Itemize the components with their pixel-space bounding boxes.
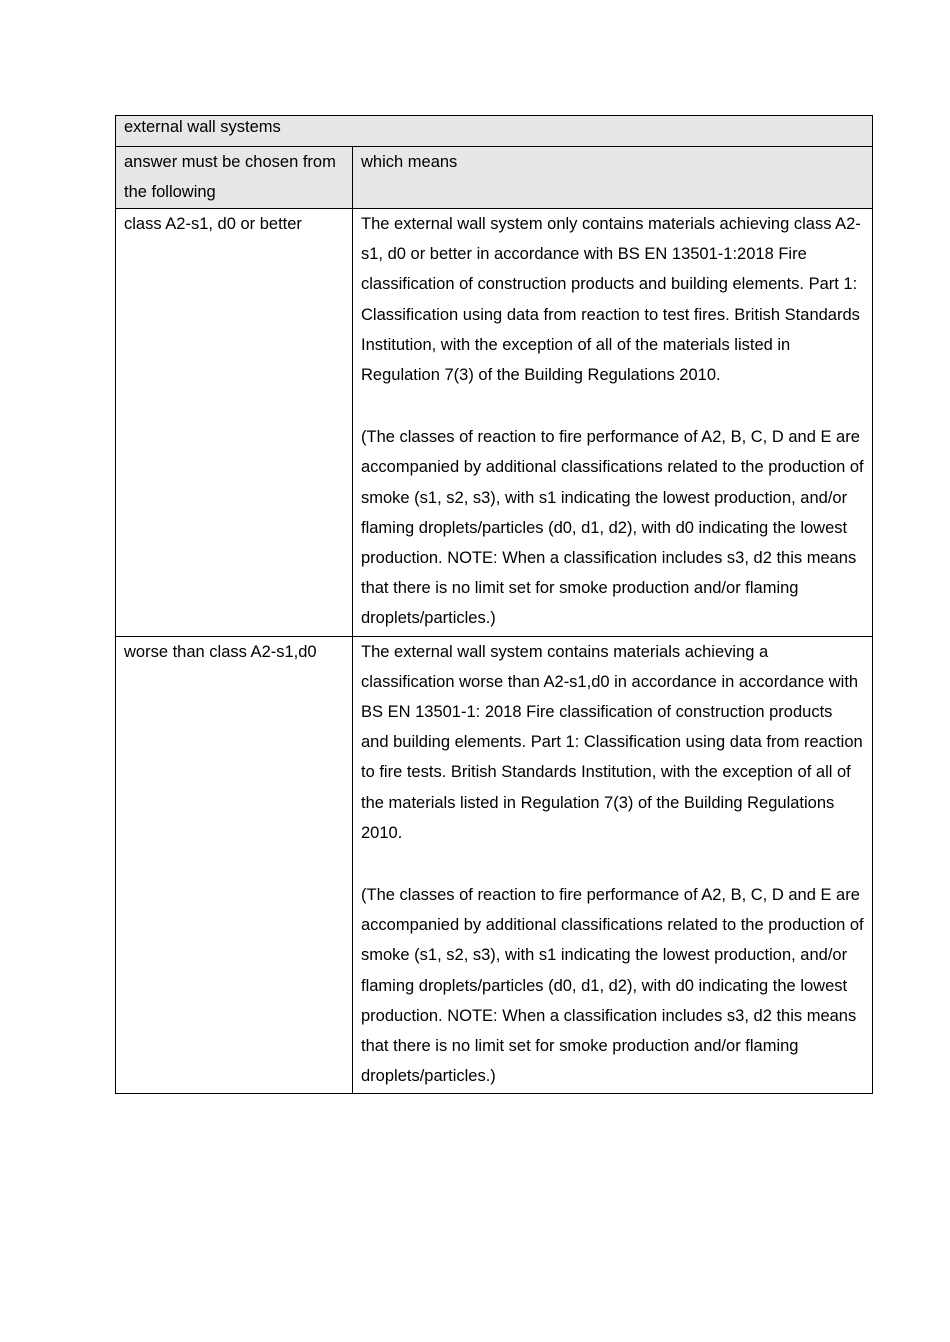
meaning-cell: [353, 209, 873, 637]
table-title: external wall systems: [116, 116, 873, 147]
table-row: [116, 636, 873, 1094]
option-cell: class A2-s1, d0 or better: [116, 209, 353, 637]
table-row: [116, 209, 873, 637]
meaning-paragraph: The external wall system only contains materials achieving class A2-s1, d0 or better in accordance with BS EN 13501-1:2018 Fire classification of construction products and building elements. Part 1: Classification using data from reaction to test fires. British Standards Institution, with the exception of all of the materials listed in Regulation 7(3) of the Building Regulations 2010.: [361, 215, 861, 385]
external-wall-systems-table: [115, 115, 873, 1094]
meaning-paragraph: The external wall system contains materials achieving a classification worse than A2-s1,d0 in accordance in accordance with BS EN 13501-1: 2018 Fire classification of construction products and building elements. Part 1: Classification using data from reaction to fire tests. British Standards Institution, with the exception of all of the materials listed in Regulation 7(3) of the Building Regulations 2010.: [361, 642, 863, 842]
classification-note-paragraph: (The classes of reaction to fire performance of A2, B, C, D and E are accompanied by additional classifications related to the production of smoke (s1, s2, s3), with s1 indicating the lowest production, and/or flaming droplets/particles (d0, d1, d2), with d0 indicating the lowest production. NOTE: When a classification includes s3, d2 this means that there is no limit set for smoke production and/or flaming droplets/particles.): [361, 428, 864, 628]
classification-note-paragraph: (The classes of reaction to fire performance of A2, B, C, D and E are accompanied by additional classifications related to the production of smoke (s1, s2, s3), with s1 indicating the lowest production, and/or flaming droplets/particles (d0, d1, d2), with d0 indicating the lowest production. NOTE: When a classification includes s3, d2 this means that there is no limit set for smoke production and/or flaming droplets/particles.): [361, 886, 864, 1086]
table-title-row: [116, 116, 873, 147]
option-cell: worse than class A2-s1,d0: [116, 636, 353, 1094]
header-meaning-column: which means: [353, 147, 873, 209]
meaning-cell: [353, 636, 873, 1094]
table-header-row: [116, 147, 873, 209]
header-answer-column: answer must be chosen from the following: [116, 147, 353, 209]
